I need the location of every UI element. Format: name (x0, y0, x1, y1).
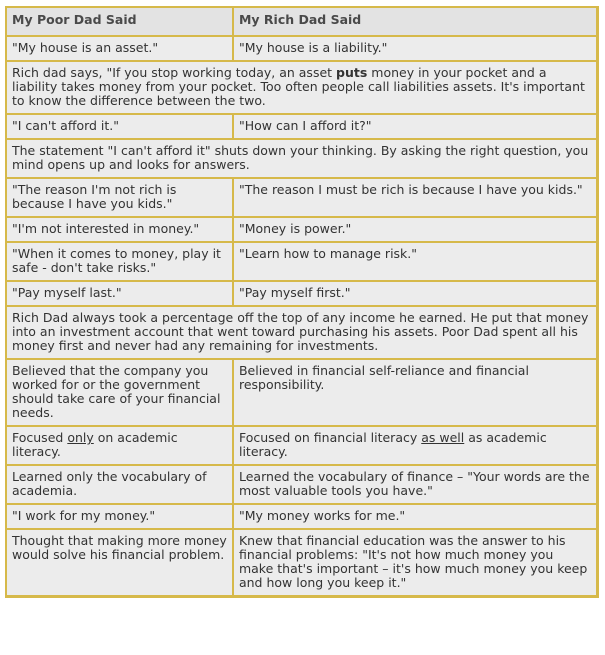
rich-dad-cell: "Money is power." (233, 217, 597, 242)
poor-dad-cell (6, 426, 233, 465)
note-row (6, 61, 597, 114)
cell-text: as academic literacy. (238, 430, 547, 459)
table-row (6, 359, 597, 426)
note-text: Rich dad says, "If you stop working today, an asset (12, 65, 337, 80)
poor-dad-cell: "I can't afford it." (6, 114, 233, 139)
underlined-text: only (67, 430, 94, 445)
cell-text: Focused (12, 430, 68, 445)
table-row (6, 504, 597, 529)
rich-dad-cell (233, 426, 597, 465)
header-rich-dad: My Rich Dad Said (233, 7, 597, 36)
note-text: money in your pocket and a liability takes money from your pocket. Too often people call liabilities assets. It's important to know the difference between the two. (12, 65, 585, 108)
table-row (6, 465, 597, 504)
table-row (6, 529, 597, 596)
table-row (6, 426, 597, 465)
table-row (6, 114, 597, 139)
underlined-text: as well (421, 430, 465, 445)
poor-dad-cell: "The reason I'm not rich is because I have you kids." (6, 178, 233, 217)
poor-dad-cell: "When it comes to money, play it safe - don't take risks." (6, 242, 233, 281)
table-row (6, 281, 597, 306)
table-row (6, 217, 597, 242)
poor-dad-cell: "My house is an asset." (6, 36, 233, 61)
poor-dad-cell: "Pay myself last." (6, 281, 233, 306)
rich-dad-cell: Learned the vocabulary of finance – "Your words are the most valuable tools you have." (233, 465, 597, 504)
note-row (6, 139, 597, 178)
rich-dad-cell: "My money works for me." (233, 504, 597, 529)
rich-dad-cell: "My house is a liability." (233, 36, 597, 61)
rich-dad-cell: Believed in financial self-reliance and financial responsibility. (233, 359, 597, 426)
header-poor-dad: My Poor Dad Said (6, 7, 233, 36)
rich-dad-cell: Knew that financial education was the answer to his financial problems: "It's not how much money you make that's important – it's how much money you keep and how long you keep it." (233, 529, 597, 596)
poor-dad-cell: Learned only the vocabulary of academia. (6, 465, 233, 504)
table-row (6, 36, 597, 61)
note-cell (6, 61, 597, 114)
note-emphasis: puts (336, 65, 368, 80)
note-cell: Rich Dad always took a percentage off the top of any income he earned. He put that money into an investment account that went toward purchasing his assets. Poor Dad spent all his money first and never had any remaining for investments. (6, 306, 597, 359)
poor-dad-cell: "I work for my money." (6, 504, 233, 529)
header-row (6, 7, 597, 36)
poor-dad-cell: Believed that the company you worked for or the government should take care of your financial needs. (6, 359, 233, 426)
rich-dad-cell: "How can I afford it?" (233, 114, 597, 139)
poor-dad-cell: Thought that making more money would solve his financial problem. (6, 529, 233, 596)
cell-text: on academic literacy. (12, 430, 178, 459)
rich-dad-cell: "Pay myself first." (233, 281, 597, 306)
note-cell: The statement "I can't afford it" shuts down your thinking. By asking the right question, you mind opens up and looks for answers. (6, 139, 597, 178)
note-row (6, 306, 597, 359)
poor-dad-cell: "I'm not interested in money." (6, 217, 233, 242)
table-row (6, 178, 597, 217)
table-row (6, 242, 597, 281)
rich-dad-cell: "Learn how to manage risk." (233, 242, 597, 281)
poor-rich-comparison-table (5, 6, 599, 598)
rich-dad-cell: "The reason I must be rich is because I have you kids." (233, 178, 597, 217)
cell-text: Focused on financial literacy (238, 430, 422, 445)
